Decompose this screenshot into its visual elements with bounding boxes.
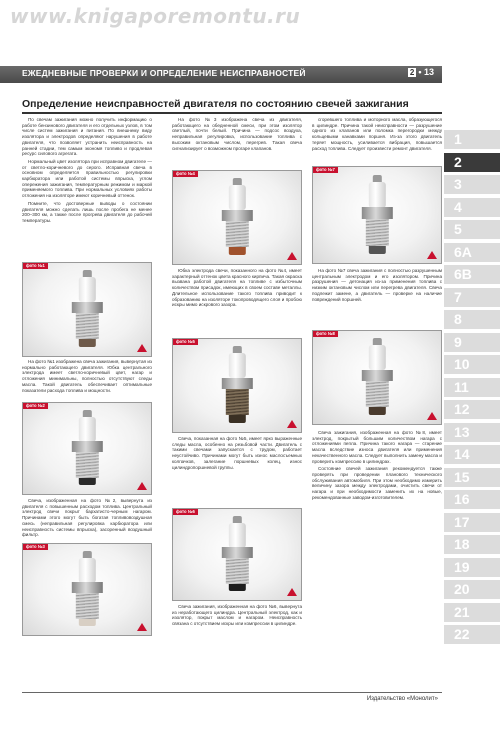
chapter-tab[interactable]: 21 <box>444 603 500 622</box>
chapter-tab[interactable]: 13 <box>444 423 500 442</box>
caption-text: Юбка электрода свечи, показанного на фото №4, имеет характерный оттенок цвета красного кирпича. Такая окраска вызвана работой двигателя на топливе с избыточным количеством присадок, имеющих в своем составе металлы. Длительное использование такого топлива приводит к образованию на изоляторе токопроводящего слоя и пробою искры мимо искрового зазора. <box>172 268 302 308</box>
chapter-tab[interactable]: 1 <box>444 130 500 149</box>
caption-2 <box>22 498 152 540</box>
chapter-tab[interactable]: 9 <box>444 333 500 352</box>
chapter-tab[interactable]: 11 <box>444 378 500 397</box>
caption-5 <box>172 436 302 472</box>
caption-text: Свеча зажигания, изображенная на фото №6, вывернута из неработающего цилиндра. Центральный электрод, как и изолятор, покрыт маслом и нагаром. Неисправность связана с отсутствием искры или компрессии в цилиндре. <box>172 604 302 627</box>
column-3-text <box>312 117 442 153</box>
section-header <box>0 66 442 83</box>
column-2-text <box>172 117 302 153</box>
photo-label: фото №5 <box>173 339 198 345</box>
chapter-tab[interactable]: 20 <box>444 580 500 599</box>
spark-plug-image <box>218 178 256 256</box>
caption-text: Свеча зажигания, изображенная на фото №8, имеет электрод, покрытый большим количеством нагара с отложениями пепла. Причина такого нагара — старение масла вследствие износа двигателя или применения некачественного масла. Следует выполнить замену масла и проверить компрессию в цилиндрах. <box>312 430 442 464</box>
spark-plug-photo-8 <box>312 330 442 425</box>
chapter-tab[interactable]: 6B <box>444 265 500 284</box>
chapter-tab[interactable]: 3 <box>444 175 500 194</box>
chapter-tab[interactable]: 12 <box>444 400 500 419</box>
caption-4 <box>172 268 302 310</box>
footer-rule <box>22 692 442 693</box>
chapter-tab[interactable]: 4 <box>444 198 500 217</box>
photo-label: фото №8 <box>313 331 338 337</box>
page-number-value: • 13 <box>418 67 434 77</box>
logo-mark-icon <box>137 344 147 352</box>
paragraph: Состояние свечей зажигания рекомендуется также проверять при проведении планового технического обслуживания автомобиля. При этом необходимо измерить величину зазора между электродами, очистить свечи от нагара и при необходимости заменить их на новые, рекомендованные заводом-изготовителем. <box>312 466 442 500</box>
spark-plug-image <box>218 346 256 424</box>
spark-plug-image <box>68 270 106 348</box>
photo-label: фото №6 <box>173 509 198 515</box>
chapter-tab[interactable]: 16 <box>444 490 500 509</box>
photo-label: фото №7 <box>313 167 338 173</box>
logo-mark-icon <box>137 482 147 490</box>
logo-mark-icon <box>427 251 437 259</box>
photo-label: фото №4 <box>173 171 198 177</box>
chapter-box: 2 <box>409 68 415 77</box>
spark-plug-image <box>68 410 106 486</box>
spark-plug-image <box>358 338 396 416</box>
spark-plug-photo-1 <box>22 262 152 357</box>
spark-plug-photo-7 <box>312 166 442 264</box>
caption-text: Свеча, показанная на фото №5, имеет ярко выраженные следы масла, особенно на резьбовой части. Двигатель с такими свечами запускается с трудом, работает неустойчиво. Причинами могут быть износ маслосъемных колпачков, залегание поршневых колец, износ цилиндропоршневой группы. <box>172 436 302 470</box>
column-1-text <box>22 117 152 226</box>
caption-7 <box>312 268 442 304</box>
chapter-tab[interactable]: 10 <box>444 355 500 374</box>
chapter-tab[interactable]: 15 <box>444 468 500 487</box>
photo-label: фото №1 <box>23 263 48 269</box>
caption-1 <box>22 359 152 395</box>
chapter-tab[interactable]: 19 <box>444 558 500 577</box>
chapter-tab[interactable]: 17 <box>444 513 500 532</box>
chapter-tab[interactable]: 22 <box>444 625 500 644</box>
spark-plug-photo-4 <box>172 170 302 265</box>
paragraph: сгоревшего топлива и моторного масла, образующегося в цилиндре. Причина такой неисправности — разрушение одного из клапанов или поломка перегородки между кольцевыми канавками поршня. Из-за этого двигатель теряет мощность, усиливается вибрация, повышается расход топлива. Следует произвести ремонт двигателя. <box>312 117 442 151</box>
logo-mark-icon <box>427 412 437 420</box>
title-rule <box>22 112 442 114</box>
spark-plug-photo-2 <box>22 402 152 495</box>
page-number <box>408 67 434 77</box>
spark-plug-image <box>218 516 256 592</box>
spark-plug-image <box>68 551 106 627</box>
chapter-tab[interactable]: 14 <box>444 445 500 464</box>
spark-plug-photo-6 <box>172 508 302 601</box>
photo-label: фото №2 <box>23 403 48 409</box>
photo-label: фото №3 <box>23 544 48 550</box>
site-watermark: www.knigaporemontu.ru <box>10 4 301 28</box>
section-title: ЕЖЕДНЕВНЫЕ ПРОВЕРКИ И ОПРЕДЕЛЕНИЕ НЕИСПРАВНОСТЕЙ <box>22 68 306 78</box>
chapter-tab[interactable]: 8 <box>444 310 500 329</box>
paragraph: По свечам зажигания можно получить информацию о работе бензинового двигателя и его отдельных узлов, в том числе систем зажигания и питания. По внешнему виду изолятора и электродов определяют нарушения в работе двигателя, что позволяет устранить неисправность на ранней стадии, тем самым экономя топливо и продлевая ресурс силового агрегата. <box>22 117 152 157</box>
paragraph: Нормальный цвет изолятора при исправном двигателе — от светло-коричневого до серого. Исправная свеча в основном определяется правильностью регулировки карбюратора или работой системы впрыска, углом опережения зажигания, температурным режимом и маркой применяемого топлива. При нормальных условиях работы отложения на изоляторе имеют коричневый оттенок. <box>22 158 152 199</box>
spark-plug-photo-5 <box>172 338 302 433</box>
paragraph: Помните, что достоверные выводы о состоянии двигателя можно сделать лишь после пробега не менее 200–300 км, а также после прогрева двигателя до рабочей температуры. <box>22 200 152 223</box>
logo-mark-icon <box>137 623 147 631</box>
logo-mark-icon <box>287 588 297 596</box>
chapter-tab[interactable]: 6A <box>444 243 500 262</box>
paragraph: На фото №3 изображена свеча из двигателя, работающего на обедненной смеси, при этом изолятор светлый, почти белый. Причина — подсос воздуха, неправильная регулировка, использование топлива с высоким октановым числом, перегрев. Такая свеча сигнализирует о возможном прогаре клапанов. <box>172 117 302 151</box>
chapter-tab[interactable]: 18 <box>444 535 500 554</box>
publisher-footer: Издательство «Монолит» <box>366 696 438 702</box>
caption-6 <box>172 604 302 629</box>
caption-text: На фото №1 изображена свеча зажигания, вывернутая из нормально работающего двигателя. Юбка центрального электрода имеет светло-коричневый цвет, нагар и отложения минимальны, полностью отсутствуют следы масла. Такой двигатель обеспечивает оптимальные показатели расхода топлива и мощности. <box>22 359 152 393</box>
chapter-tab[interactable]: 2 <box>444 153 500 172</box>
page-title: Определение неисправностей двигателя по состоянию свечей зажигания <box>22 98 409 110</box>
caption-text: На фото №7 свеча зажигания с полностью разрушенным центральным электродом и его изолятором. Причина разрушения — детонация из-за применения топлива с низким октановым числом или перегрева двигателя. Свеча подлежит замене, а двигатель — проверке на наличие повреждений поршней. <box>312 268 442 302</box>
chapter-tab[interactable]: 7 <box>444 288 500 307</box>
chapter-tab[interactable]: 5 <box>444 220 500 239</box>
logo-mark-icon <box>287 252 297 260</box>
spark-plug-image <box>358 175 396 256</box>
caption-text: Свеча, изображенная на фото №2, вывернута из двигателя с повышенным расходом топлива. Центральный электрод свечи покрыт бархатисто-черным нагаром. Причинами этого могут быть богатая топливовоздушная смесь (неправильная регулировка карбюратора или неисправность системы впрыска), засоренный воздушный фильтр. <box>22 498 152 538</box>
spark-plug-photo-3 <box>22 543 152 636</box>
caption-8 <box>312 430 442 502</box>
logo-mark-icon <box>287 420 297 428</box>
